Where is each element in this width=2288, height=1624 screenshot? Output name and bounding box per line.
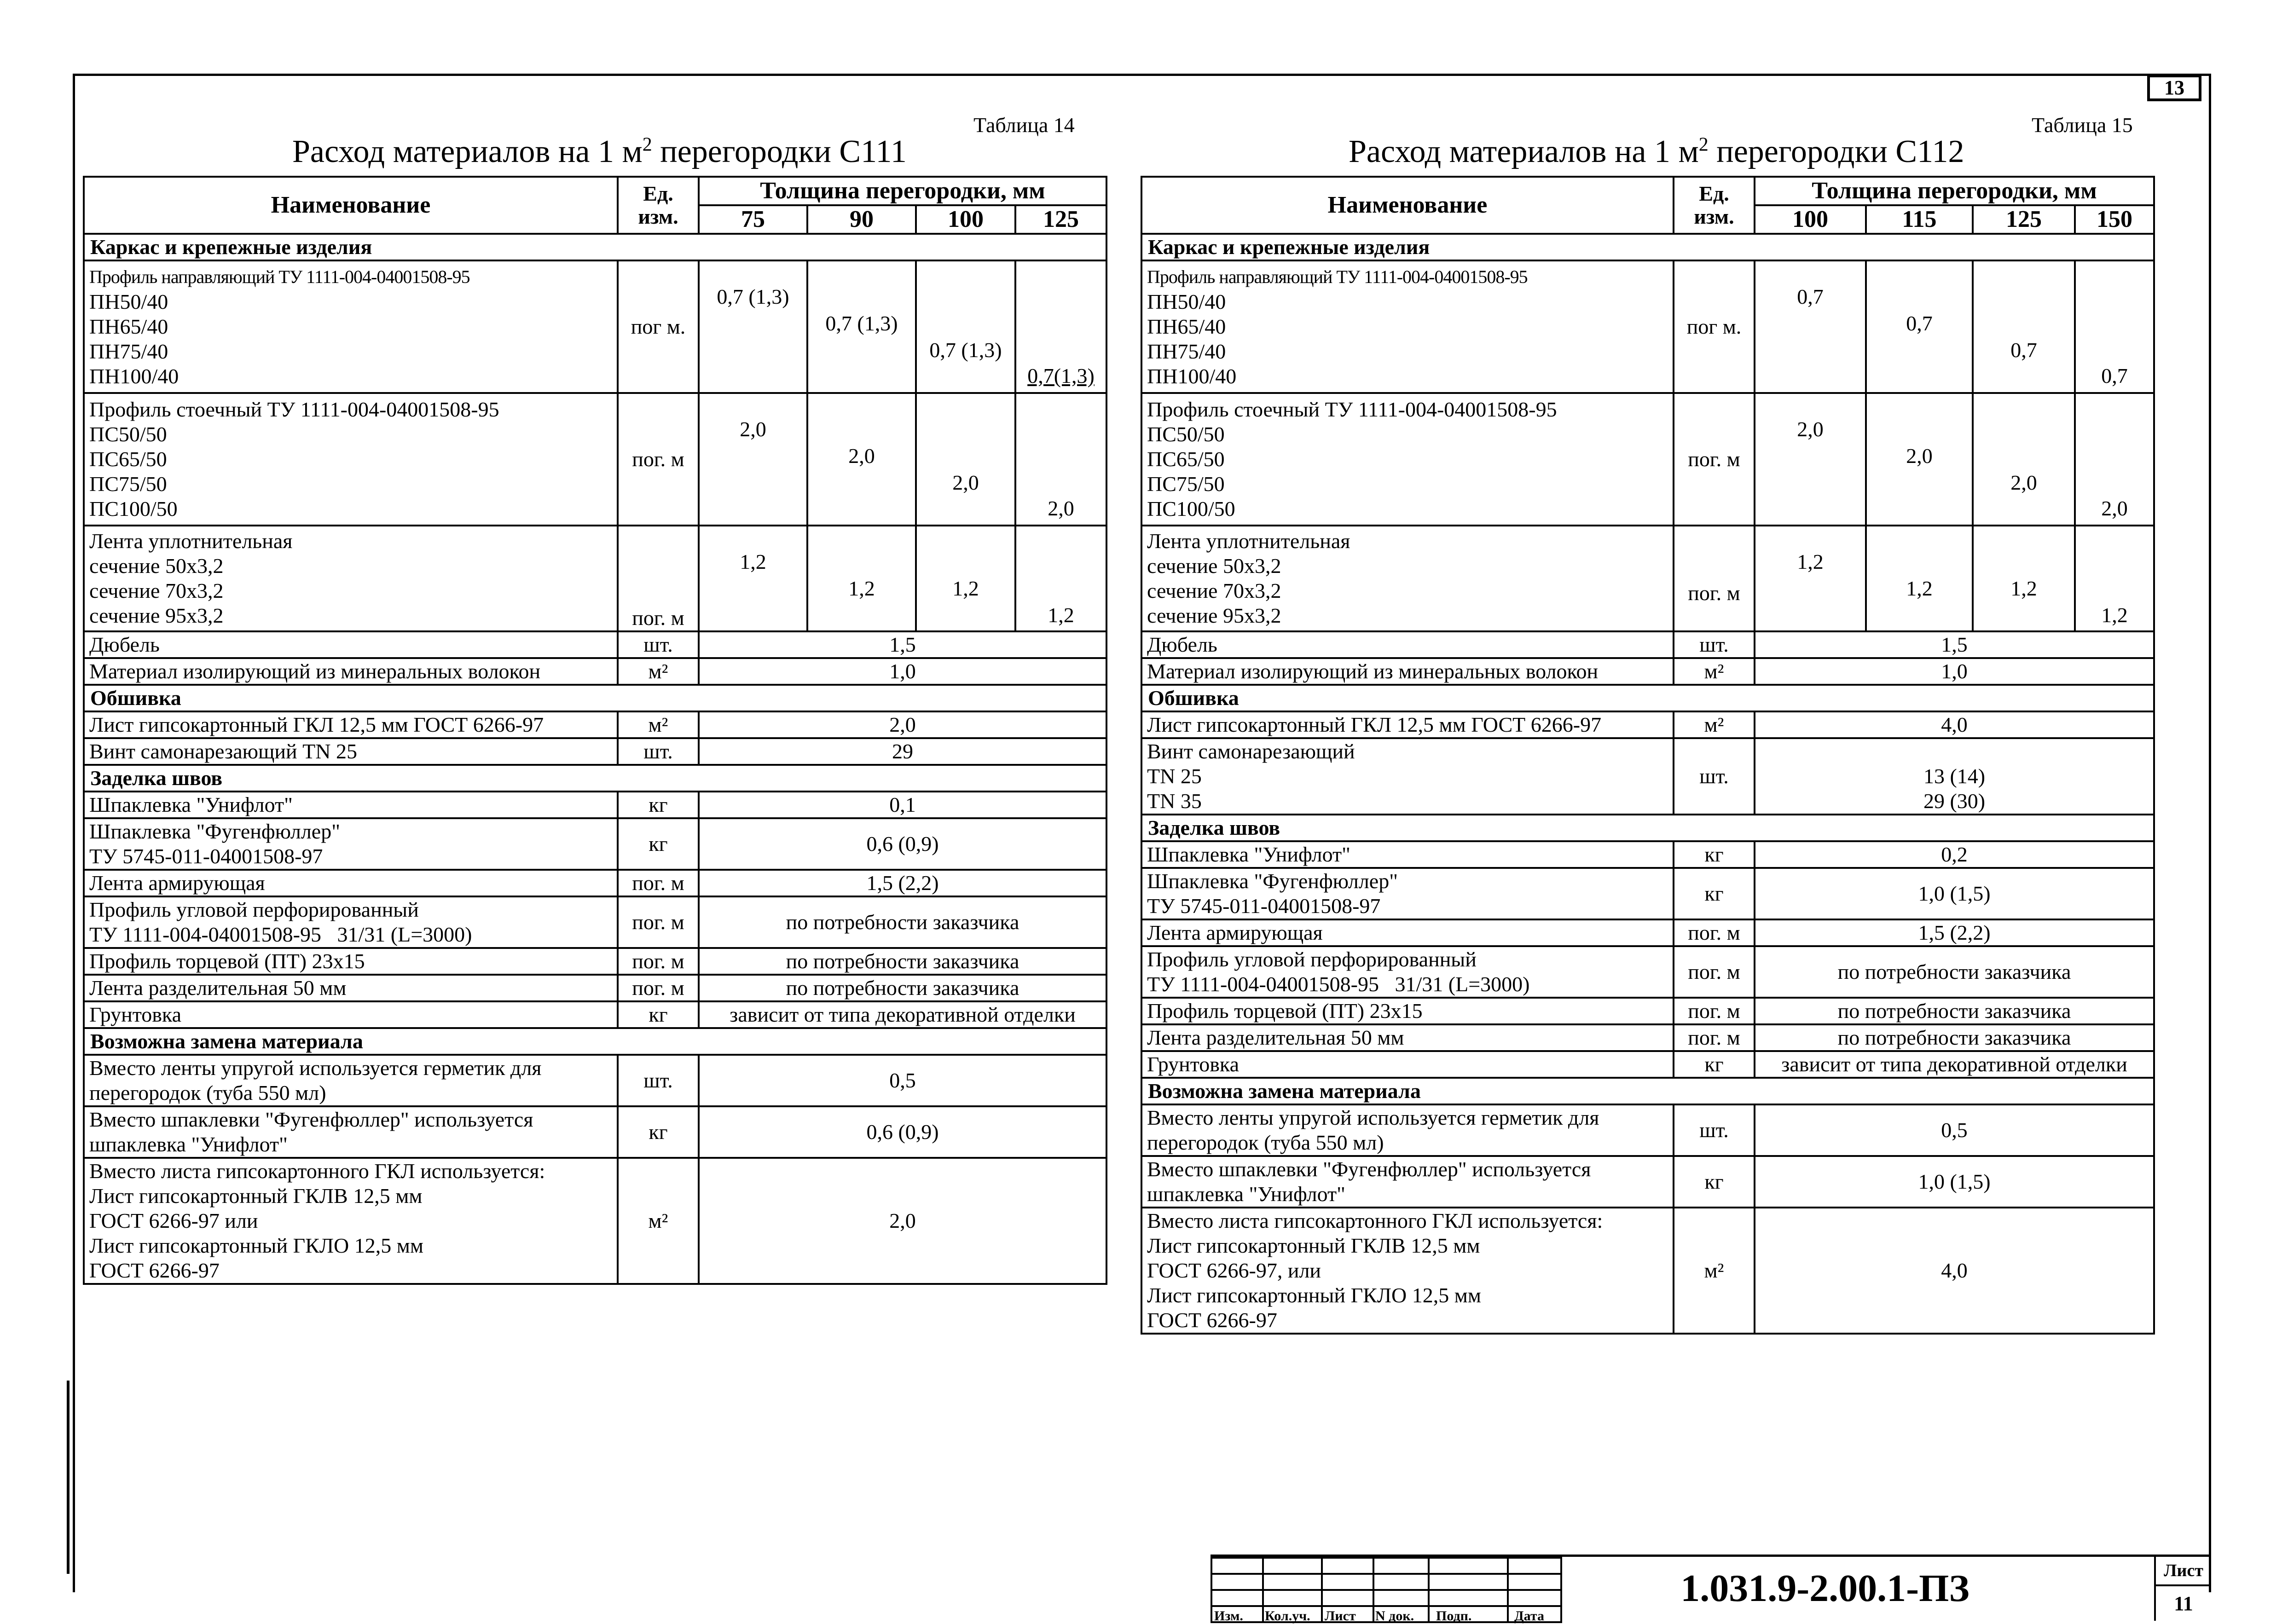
ps-value: 2,0 bbox=[2010, 471, 2037, 494]
screw-value: 13 (14) bbox=[1923, 764, 1986, 788]
section-cover: Обшивка bbox=[1141, 685, 2154, 711]
material-unit: пог. м bbox=[1674, 998, 1755, 1024]
material-value: 1,0 (1,5) bbox=[1755, 1156, 2154, 1208]
material-unit: кг bbox=[1674, 1051, 1755, 1078]
material-name: Грунтовка bbox=[84, 1001, 618, 1028]
gkl-name: Лист гипсокартонный ГКЛ 12,5 мм ГОСТ 6266-97 bbox=[1141, 711, 1674, 738]
ps-item: ПС100/50 bbox=[1147, 497, 1235, 520]
col-150: 150 bbox=[2075, 205, 2154, 234]
material-name: Вместо ленты упругой используется герметик для перегородок (туба 550 мл) bbox=[1141, 1104, 1674, 1156]
pn-item: ПН75/40 bbox=[89, 340, 168, 363]
ps-cell bbox=[1141, 393, 1674, 526]
material-value: по потребности заказчика bbox=[1755, 998, 2154, 1024]
col-125: 125 bbox=[1973, 205, 2075, 234]
material-value: 0,5 bbox=[699, 1055, 1106, 1106]
section-joints: Заделка швов bbox=[1141, 815, 2154, 841]
material-name: Профиль угловой перфорированный ТУ 1111-004-04001508-95 31/31 (L=3000) bbox=[1141, 946, 1674, 998]
material-name: Грунтовка bbox=[1141, 1051, 1674, 1078]
screw-value: 29 bbox=[699, 738, 1106, 765]
title-block bbox=[1211, 1555, 2211, 1623]
col-115: 115 bbox=[1866, 205, 1973, 234]
pn-unit: пог м. bbox=[1674, 260, 1755, 393]
joint-row bbox=[1141, 946, 2154, 998]
table14 bbox=[83, 176, 1107, 1285]
material-value: 0,1 bbox=[699, 792, 1106, 818]
joint-row bbox=[1141, 1051, 2154, 1078]
screw-unit: шт. bbox=[618, 738, 699, 765]
ps-item: ПС65/50 bbox=[89, 447, 167, 471]
pn-title: Профиль направляющий ТУ 1111-004-04001508-95 bbox=[1147, 266, 1528, 287]
joint-row bbox=[84, 948, 1106, 975]
gkl-value: 4,0 bbox=[1755, 711, 2154, 738]
joint-row bbox=[84, 870, 1106, 896]
screw-item: TN 25 bbox=[1147, 764, 1202, 788]
replacement-row bbox=[1141, 1208, 2154, 1334]
table15-label: Таблица 15 bbox=[2032, 113, 2133, 137]
material-unit: пог. м bbox=[1674, 919, 1755, 946]
sheet-label: Лист bbox=[2154, 1557, 2211, 1586]
ps-item: ПС75/50 bbox=[1147, 472, 1225, 496]
header-unit: Ед. изм. bbox=[618, 177, 699, 234]
pn-item: ПН75/40 bbox=[1147, 340, 1226, 363]
replacement-row bbox=[84, 1106, 1106, 1158]
pn-unit: пог м. bbox=[618, 260, 699, 393]
tape-item: сечение 95х3,2 bbox=[89, 604, 224, 627]
material-unit: пог. м bbox=[618, 948, 699, 975]
material-value: по потребности заказчика bbox=[1755, 946, 2154, 998]
replacement-row bbox=[1141, 1156, 2154, 1208]
section-replace: Возможна замена материала bbox=[84, 1028, 1106, 1055]
material-name: Вместо листа гипсокартонного ГКЛ используется: Лист гипсокартонный ГКЛВ 12,5 мм ГОСТ 6266-97, или Лист гипсокартонный ГКЛО 12,5 мм ГОСТ 6266-97 bbox=[1141, 1208, 1674, 1334]
section-cover: Обшивка bbox=[84, 685, 1106, 711]
pn-cell bbox=[84, 260, 618, 393]
pn-value: 0,7 bbox=[1906, 312, 1933, 335]
tape-value: 1,2 bbox=[2010, 577, 2037, 600]
screw-title: Винт самонарезающий bbox=[1147, 740, 1355, 763]
ps-value: 2,0 bbox=[2101, 497, 2128, 520]
pn-value: 0,7 (1,3) bbox=[825, 312, 898, 335]
material-name: Лента разделительная 50 мм bbox=[1141, 1024, 1674, 1051]
material-unit: шт. bbox=[618, 1055, 699, 1106]
col-100: 100 bbox=[1755, 205, 1866, 234]
dowel-unit: шт. bbox=[1674, 631, 1755, 658]
material-unit: кг bbox=[618, 1106, 699, 1158]
ps-unit: пог. м bbox=[1674, 393, 1755, 526]
binding-mark bbox=[67, 1381, 70, 1574]
tape-unit: пог. м bbox=[1674, 526, 1755, 631]
material-unit: пог. м bbox=[618, 896, 699, 948]
material-unit: шт. bbox=[1674, 1104, 1755, 1156]
joint-row bbox=[84, 1001, 1106, 1028]
dowel-value: 1,5 bbox=[1755, 631, 2154, 658]
material-unit: кг bbox=[1674, 1156, 1755, 1208]
ps-title: Профиль стоечный ТУ 1111-004-04001508-95 bbox=[89, 398, 499, 421]
material-name: Шпаклевка "Унифлот" bbox=[1141, 841, 1674, 868]
material-unit: пог. м bbox=[618, 975, 699, 1001]
material-name: Шпаклевка "Фугенфюллер" ТУ 5745-011-04001508-97 bbox=[84, 818, 618, 870]
material-value: по потребности заказчика bbox=[699, 975, 1106, 1001]
pn-value: 0,7 bbox=[1797, 285, 1824, 308]
gkl-unit: м² bbox=[618, 711, 699, 738]
material-name: Профиль торцевой (ПТ) 23х15 bbox=[84, 948, 618, 975]
replacement-row bbox=[1141, 1104, 2154, 1156]
tape-title: Лента уплотнительная bbox=[89, 529, 293, 553]
pn-cell bbox=[1141, 260, 1674, 393]
joint-row bbox=[1141, 841, 2154, 868]
section-joints: Заделка швов bbox=[84, 765, 1106, 792]
dowel-unit: шт. bbox=[618, 631, 699, 658]
header-name: Наименование bbox=[84, 177, 618, 234]
tape-title: Лента уплотнительная bbox=[1147, 529, 1350, 553]
stamp-col-label: Кол.уч. bbox=[1265, 1608, 1310, 1624]
section-replace: Возможна замена материала bbox=[1141, 1078, 2154, 1104]
joint-row bbox=[84, 818, 1106, 870]
header-unit: Ед. изм. bbox=[1674, 177, 1755, 234]
tape-value: 1,2 bbox=[848, 577, 875, 600]
pn-item: ПН100/40 bbox=[1147, 364, 1237, 388]
tape-value: 1,2 bbox=[1048, 603, 1074, 627]
pn-value: 0,7 (1,3) bbox=[717, 285, 789, 308]
material-name: Вместо ленты упругой используется герметик для перегородок (туба 550 мл) bbox=[84, 1055, 618, 1106]
stamp-col-label: Дата bbox=[1514, 1608, 1544, 1624]
replacement-row bbox=[84, 1158, 1106, 1284]
joint-row bbox=[1141, 868, 2154, 919]
ps-title: Профиль стоечный ТУ 1111-004-04001508-95 bbox=[1147, 398, 1557, 421]
screw-value: 29 (30) bbox=[1923, 789, 1986, 813]
stamp-col-label: Подп. bbox=[1436, 1608, 1472, 1624]
joint-row bbox=[1141, 998, 2154, 1024]
material-value: 0,6 (0,9) bbox=[699, 818, 1106, 870]
insulation-value: 1,0 bbox=[699, 658, 1106, 685]
section-frame: Каркас и крепежные изделия bbox=[1141, 234, 2154, 260]
material-unit: кг bbox=[1674, 868, 1755, 919]
header-name: Наименование bbox=[1141, 177, 1674, 234]
dowel-name: Дюбель bbox=[1141, 631, 1674, 658]
pn-value: 0,7 bbox=[2010, 338, 2037, 362]
document-code: 1.031.9-2.00.1-ПЗ bbox=[1680, 1567, 1969, 1610]
insulation-name: Материал изолирующий из минеральных волокон bbox=[1141, 658, 1674, 685]
material-value: 0,6 (0,9) bbox=[699, 1106, 1106, 1158]
pn-value: 0,7(1,3) bbox=[1027, 364, 1095, 387]
pn-value: 0,7 bbox=[2101, 364, 2128, 387]
material-value: 1,0 (1,5) bbox=[1755, 868, 2154, 919]
tape-value: 1,2 bbox=[1797, 550, 1824, 573]
gkl-unit: м² bbox=[1674, 711, 1755, 738]
insulation-name: Материал изолирующий из минеральных волокон bbox=[84, 658, 618, 685]
sheet-number: 11 bbox=[2154, 1586, 2211, 1621]
dowel-value: 1,5 bbox=[699, 631, 1106, 658]
material-value: 1,5 (2,2) bbox=[699, 870, 1106, 896]
tape-unit: пог. м bbox=[618, 526, 699, 631]
material-value: по потребности заказчика bbox=[699, 948, 1106, 975]
screw-cell bbox=[1141, 738, 1674, 815]
header-thickness: Толщина перегородки, мм bbox=[1755, 177, 2154, 205]
table14-label: Таблица 14 bbox=[973, 113, 1075, 137]
col-125: 125 bbox=[1015, 205, 1106, 234]
pn-item: ПН65/40 bbox=[1147, 315, 1226, 338]
material-value: 2,0 bbox=[699, 1158, 1106, 1284]
stamp-col-label: Лист bbox=[1325, 1608, 1356, 1624]
col-100: 100 bbox=[916, 205, 1015, 234]
table14-title: Расход материалов на 1 $м^2$ перегородки С111 bbox=[292, 134, 907, 169]
ps-value: 2,0 bbox=[952, 471, 979, 494]
pn-item: ПН65/40 bbox=[89, 315, 168, 338]
table15 bbox=[1141, 176, 2155, 1335]
pn-item: ПН100/40 bbox=[89, 364, 179, 388]
material-value: 0,5 bbox=[1755, 1104, 2154, 1156]
material-unit: кг bbox=[1674, 841, 1755, 868]
ps-value: 2,0 bbox=[1797, 417, 1824, 441]
tape-item: сечение 50х3,2 bbox=[1147, 554, 1281, 578]
tape-item: сечение 50х3,2 bbox=[89, 554, 224, 578]
material-unit: кг bbox=[618, 792, 699, 818]
col-75: 75 bbox=[699, 205, 807, 234]
material-name: Лента армирующая bbox=[84, 870, 618, 896]
tape-item: сечение 70х3,2 bbox=[89, 579, 224, 602]
material-value: 0,2 bbox=[1755, 841, 2154, 868]
tape-value: 1,2 bbox=[1906, 577, 1933, 600]
tape-value: 1,2 bbox=[952, 577, 979, 600]
header-thickness: Толщина перегородки, мм bbox=[699, 177, 1106, 205]
material-name: Вместо листа гипсокартонного ГКЛ используется: Лист гипсокартонный ГКЛВ 12,5 мм ГОСТ 6266-97 или Лист гипсокартонный ГКЛО 12,5 мм ГОСТ 6266-97 bbox=[84, 1158, 618, 1284]
material-name: Вместо шпаклевки "Фугенфюллер" используется шпаклевка "Унифлот" bbox=[84, 1106, 618, 1158]
ps-item: ПС75/50 bbox=[89, 472, 167, 496]
replacement-row bbox=[84, 1055, 1106, 1106]
material-unit: м² bbox=[1674, 1208, 1755, 1334]
tape-value: 1,2 bbox=[740, 550, 766, 573]
material-name: Шпаклевка "Фугенфюллер" ТУ 5745-011-04001508-97 bbox=[1141, 868, 1674, 919]
stamp-col-label: Изм. bbox=[1214, 1608, 1243, 1624]
material-name: Лента разделительная 50 мм bbox=[84, 975, 618, 1001]
tape-item: сечение 95х3,2 bbox=[1147, 604, 1281, 627]
ps-unit: пог. м bbox=[618, 393, 699, 526]
section-frame: Каркас и крепежные изделия bbox=[84, 234, 1106, 260]
page-badge: 13 bbox=[2147, 75, 2201, 101]
material-value: зависит от типа декоративной отделки bbox=[1755, 1051, 2154, 1078]
ps-item: ПС100/50 bbox=[89, 497, 178, 520]
ps-item: ПС50/50 bbox=[1147, 422, 1225, 446]
material-name: Профиль угловой перфорированный ТУ 1111-004-04001508-95 31/31 (L=3000) bbox=[84, 896, 618, 948]
material-unit: м² bbox=[618, 1158, 699, 1284]
col-90: 90 bbox=[807, 205, 916, 234]
dowel-name: Дюбель bbox=[84, 631, 618, 658]
material-unit: кг bbox=[618, 1001, 699, 1028]
pn-title: Профиль направляющий ТУ 1111-004-04001508-95 bbox=[89, 266, 470, 287]
ps-item: ПС50/50 bbox=[89, 422, 167, 446]
insulation-unit: м² bbox=[618, 658, 699, 685]
ps-value: 2,0 bbox=[740, 417, 766, 441]
material-value: зависит от типа декоративной отделки bbox=[699, 1001, 1106, 1028]
material-unit: пог. м bbox=[1674, 1024, 1755, 1051]
pn-value: 0,7 (1,3) bbox=[929, 338, 1002, 362]
pn-item: ПН50/40 bbox=[1147, 290, 1226, 313]
material-name: Шпаклевка "Унифлот" bbox=[84, 792, 618, 818]
joint-row bbox=[1141, 919, 2154, 946]
material-unit: пог. м bbox=[1674, 946, 1755, 998]
joint-row bbox=[84, 792, 1106, 818]
screw-name: Винт самонарезающий TN 25 bbox=[84, 738, 618, 765]
material-unit: пог. м bbox=[618, 870, 699, 896]
joint-row bbox=[84, 896, 1106, 948]
ps-cell bbox=[84, 393, 618, 526]
joint-row bbox=[1141, 1024, 2154, 1051]
stamp-col-label: N док. bbox=[1375, 1608, 1414, 1624]
ps-value: 2,0 bbox=[848, 444, 875, 468]
insulation-unit: м² bbox=[1674, 658, 1755, 685]
material-name: Профиль торцевой (ПТ) 23х15 bbox=[1141, 998, 1674, 1024]
material-name: Вместо шпаклевки "Фугенфюллер" используется шпаклевка "Унифлот" bbox=[1141, 1156, 1674, 1208]
tape-value: 1,2 bbox=[2101, 603, 2128, 627]
tape-item: сечение 70х3,2 bbox=[1147, 579, 1281, 602]
screw-values bbox=[1755, 738, 2154, 815]
material-value: по потребности заказчика bbox=[1755, 1024, 2154, 1051]
ps-item: ПС65/50 bbox=[1147, 447, 1225, 471]
gkl-name: Лист гипсокартонный ГКЛ 12,5 мм ГОСТ 6266-97 bbox=[84, 711, 618, 738]
pn-item: ПН50/40 bbox=[89, 290, 168, 313]
insulation-value: 1,0 bbox=[1755, 658, 2154, 685]
ps-value: 2,0 bbox=[1048, 497, 1074, 520]
material-value: 4,0 bbox=[1755, 1208, 2154, 1334]
material-name: Лента армирующая bbox=[1141, 919, 1674, 946]
ps-value: 2,0 bbox=[1906, 444, 1933, 468]
screw-unit: шт. bbox=[1674, 738, 1755, 815]
gkl-value: 2,0 bbox=[699, 711, 1106, 738]
tape-cell bbox=[84, 526, 618, 631]
material-unit: кг bbox=[618, 818, 699, 870]
screw-item: TN 35 bbox=[1147, 789, 1202, 813]
material-value: по потребности заказчика bbox=[699, 896, 1106, 948]
material-value: 1,5 (2,2) bbox=[1755, 919, 2154, 946]
tape-cell bbox=[1141, 526, 1674, 631]
table15-title: Расход материалов на 1 $м^2$ перегородки С112 bbox=[1349, 134, 1964, 169]
joint-row bbox=[84, 975, 1106, 1001]
